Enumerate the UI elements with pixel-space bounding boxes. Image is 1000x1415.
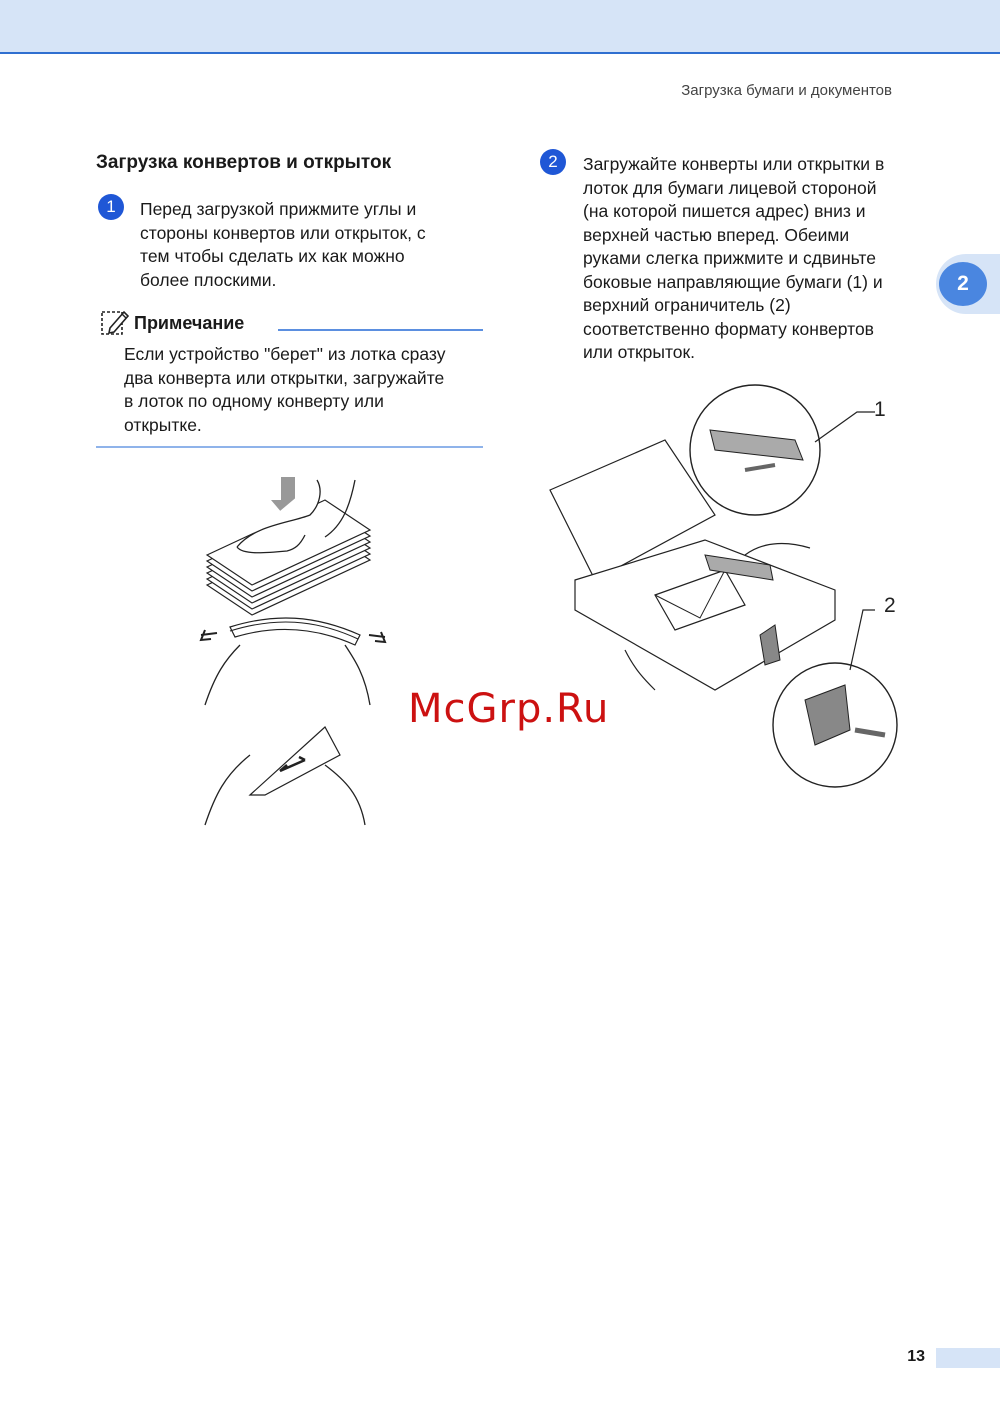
note-divider (96, 446, 483, 448)
callout-1: 1 (874, 398, 886, 421)
page-number: 13 (907, 1348, 925, 1365)
top-banner (0, 0, 1000, 54)
note-title: Примечание (134, 313, 245, 333)
footer-tab (936, 1348, 1000, 1368)
step-1-text: Перед загрузкой прижмите углы и стороны конвертов или открыток, с тем чтобы сделать их как можно более плоскими. (140, 199, 426, 290)
running-header: Загрузка бумаги и документов (681, 82, 892, 99)
step-2-text: Загружайте конверты или открытки в лоток для бумаги лицевой стороной (на которой пишется адрес) вниз и верхней частью вперед. Обеими руками слегка прижмите и сдвиньте боковые направляющие бумаги (1) и верхний ограничитель (2) соответственно формату конвертов или открыток. (583, 154, 885, 362)
callout-2: 2 (884, 594, 896, 617)
watermark: McGrp.Ru (408, 686, 610, 732)
note-text: Если устройство "берет" из лотка сразу два конверта или открытки, загружайте в лоток по одному конверту или открытке. (124, 344, 446, 435)
chapter-tab-number: 2 (939, 262, 987, 306)
note-pencil-icon (100, 308, 130, 338)
step-1-badge: 1 (98, 194, 124, 220)
envelope-flatten-illustration (195, 475, 395, 835)
step-2-badge: 2 (540, 149, 566, 175)
section-title: Загрузка конвертов и открыток (96, 152, 392, 173)
note-rule (278, 329, 483, 331)
